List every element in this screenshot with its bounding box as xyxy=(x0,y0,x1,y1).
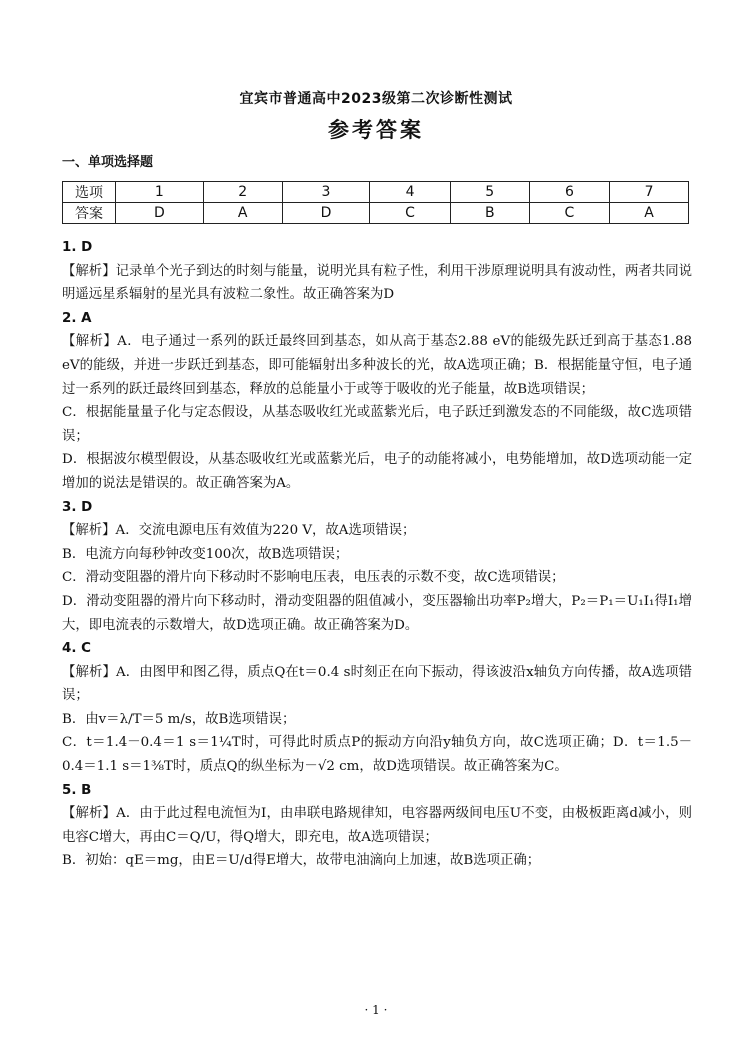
page-number: · 1 · xyxy=(364,1003,388,1017)
table-cell: 1 xyxy=(116,182,204,203)
explanation-paragraph: D．滑动变阻器的滑片向下移动时，滑动变阻器的阻值减小，变压器输出功率P₂增大，P₂＝P₁＝U₁I₁得I₁增大，即电流表的示数增大，故D选项正确。故正确答案为D。 xyxy=(62,593,692,633)
table-cell: B xyxy=(450,203,529,224)
explanation-paragraph: 【解析】A．电子通过一系列的跃迁最终回到基态，如从高于基态2.88 eV的能级先跃迁到高于基态1.88 eV的能级，并进一步跃迁到基态，即可能辐射出多种波长的光，故A选项正确；B．根据能量守恒，电子通过一系列的跃迁最终回到基态，释放的总能量小于或等于吸收的光子能量，故B选项错误； xyxy=(62,334,692,397)
explanation-paragraph: 【解析】记录单个光子到达的时刻与能量，说明光具有粒子性，利用干涉原理说明具有波动性，两者共同说明遥远星系辐射的星光具有波粒二象性。故正确答案为D xyxy=(62,263,692,303)
row-header-option: 选项 xyxy=(63,182,116,203)
explanation-paragraph: 【解析】A．交流电源电压有效值为220 V，故A选项错误； xyxy=(62,523,416,539)
row-header-answer: 答案 xyxy=(63,203,116,224)
answer-key-heading: 参考答案 xyxy=(328,117,424,142)
explanation-paragraph: C．滑动变阻器的滑片向下移动时不影响电压表，电压表的示数不变，故C选项错误； xyxy=(62,570,565,586)
explanation-paragraph: 【解析】A．由于此过程电流恒为I，由串联电路规律知，电容器两级间电压U不变，由极板距离d减小，则电容C增大，再由C＝Q/U，得Q增大，即充电，故A选项错误； xyxy=(62,806,692,845)
question-number: 2. A xyxy=(62,310,92,326)
table-cell: 4 xyxy=(370,182,450,203)
table-cell: 6 xyxy=(529,182,609,203)
question-number: 4. C xyxy=(62,641,91,657)
section-heading-single-choice: 一、单项选择题 xyxy=(62,155,154,170)
question-number: 3. D xyxy=(62,499,93,515)
exam-title: 宜宾市普通高中2023级第二次诊断性测试 xyxy=(239,91,513,107)
explanation-paragraph: B．电流方向每秒钟改变100次，故B选项错误； xyxy=(62,546,349,562)
table-cell: C xyxy=(529,203,609,224)
explanation-paragraph: B．初始：qE＝mg，由E＝U/d得E增大，故带电油滴向上加速，故B选项正确； xyxy=(62,853,541,869)
table-cell: 3 xyxy=(282,182,370,203)
explanation-paragraph: B．由v＝λ/T＝5 m/s，故B选项错误； xyxy=(62,711,296,727)
explanation-paragraph: C．t＝1.4－0.4＝1 s＝1¼T时，可得此时质点P的振动方向沿y轴负方向，故C选项正确；D．t＝1.5－0.4＝1.1 s＝1⅜T时，质点Q的纵坐标为－√2 cm，故D选项错误。故正确答案为C。 xyxy=(62,735,692,775)
table-row-answers xyxy=(63,203,689,224)
table-cell: A xyxy=(610,203,689,224)
table-cell: D xyxy=(282,203,370,224)
question-number: 5. B xyxy=(62,782,92,798)
explanation-paragraph: 【解析】A．由图甲和图乙得，质点Q在t＝0.4 s时刻正在向下振动，得该波沿x轴负方向传播，故A选项错误； xyxy=(62,664,692,704)
table-row-numbers xyxy=(63,182,689,203)
table-cell: 5 xyxy=(450,182,529,203)
solutions-body xyxy=(62,236,692,873)
answer-table xyxy=(62,181,689,224)
explanation-paragraph: C．根据能量量子化与定态假设，从基态吸收红光或蓝紫光后，电子跃迁到激发态的不同能级，故C选项错误； xyxy=(62,405,692,444)
explanation-paragraph: D．根据波尔模型假设，从基态吸收红光或蓝紫光后，电子的动能将减小，电势能增加，故D选项动能一定增加的说法是错误的。故正确答案为A。 xyxy=(62,452,692,491)
table-cell: C xyxy=(370,203,450,224)
table-cell: D xyxy=(116,203,204,224)
question-number: 1. D xyxy=(62,240,93,255)
table-cell: 7 xyxy=(610,182,689,203)
table-cell: 2 xyxy=(203,182,282,203)
table-cell: A xyxy=(203,203,282,224)
